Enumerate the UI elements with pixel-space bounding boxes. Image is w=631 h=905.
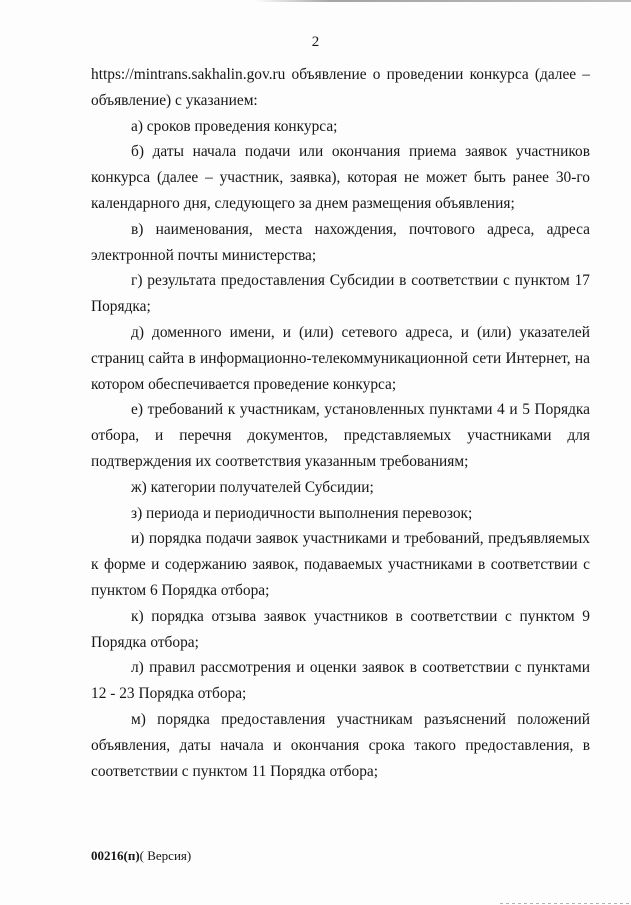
page-number: 2 — [311, 34, 320, 50]
scan-edge-line-top — [255, 0, 631, 2]
list-item-v: в) наименования, места нахождения, почтового адреса, адреса электронной почты министерства; — [91, 220, 590, 264]
list-item-g: г) результата предоставления Субсидии в соответствии с пунктом 17 Порядка; — [91, 272, 590, 316]
list-item-zh: ж) категории получателей Субсидии; — [131, 478, 374, 496]
list-item-b: б) даты начала подачи или окончания приема заявок участников конкурса (далее – участник, заявка), которая не может быть ранее 30-го календарного дня, следующего за днем размещения объявления; — [91, 143, 590, 212]
paragraph-intro: https://mintrans.sakhalin.gov.ru объявление о проведении конкурса (далее – объявление) с указанием: — [91, 66, 590, 109]
list-item-d: д) доменного имени, и (или) сетевого адреса, и (или) указателей страниц сайта в информационно-телекоммуникационной сети Интернет, на котором обеспечивается проведение конкурса; — [91, 323, 590, 393]
scan-edge-line-bottom — [500, 903, 631, 904]
list-item-m: м) порядка предоставления участникам разъяснений положений объявления, даты начала и окончания срока такого предоставления, в соответствии с пунктом 11 Порядка отбора; — [91, 710, 590, 780]
footer-code: 00216(п) — [91, 848, 140, 863]
list-item-a: а) сроков проведения конкурса; — [131, 117, 338, 135]
list-item-i: и) порядка подачи заявок участниками и требований, предъявляемых к форме и содержанию заявок, подаваемых участниками в соответствии с пунктом 6 Порядка отбора; — [91, 530, 590, 599]
footer-document-code — [91, 848, 191, 864]
list-item-l: л) правил рассмотрения и оценки заявок в соответствии с пунктами 12 - 23 Порядка отбора; — [91, 659, 590, 703]
document-body — [91, 62, 590, 784]
list-item-z: з) периода и периодичности выполнения перевозок; — [131, 504, 473, 522]
list-item-e: е) требований к участникам, установленных пунктами 4 и 5 Порядка отбора, и перечня документов, представляемых участниками для подтверждения их соответствия указанным требованиям; — [91, 401, 590, 470]
list-item-k: к) порядка отзыва заявок участников в соответствии с пунктом 9 Порядка отбора; — [91, 607, 590, 651]
footer-version: ( Версия) — [139, 848, 192, 863]
